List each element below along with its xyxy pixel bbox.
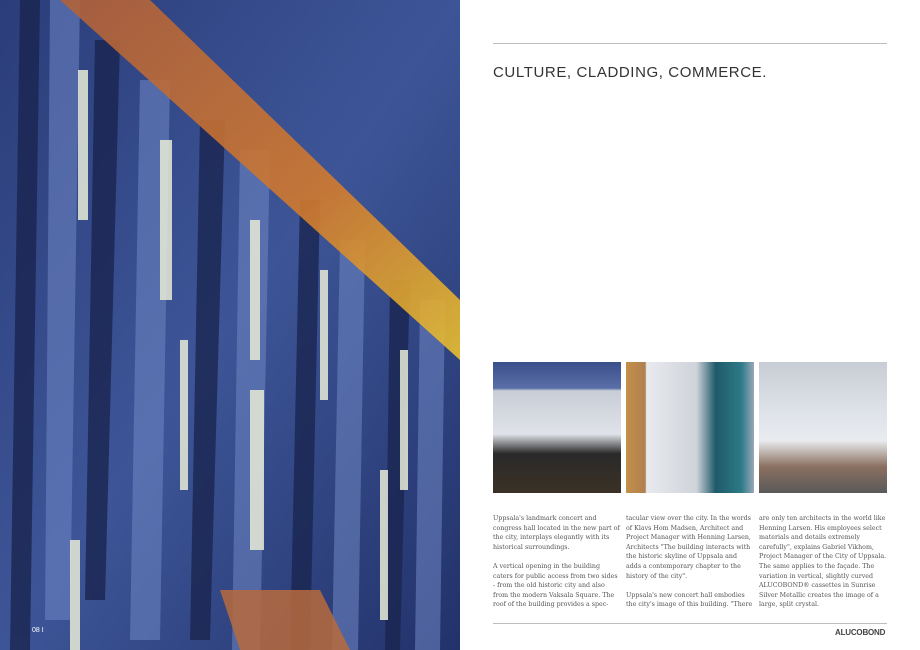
concert-hall-photo-front [493,362,621,493]
top-rule [493,43,887,44]
bottom-rule [493,623,887,624]
paragraph: tacular view over the city. In the words of Klavs Hom Madsen, Architect and Project Manager with Henning Larsen, Architects "The building interacts with the historic skyline of Uppsala and adds a contemporary chapter to the history of the city". [626,515,751,580]
paragraph: A vertical opening in the building caters for public access from two sides - from the old historic city and also from the modern Vaksala Square. The roof of the building provides a spec- [493,562,618,609]
page-title: CULTURE, CLADDING, COMMERCE. [493,64,768,81]
paragraph: are only ten architects in the world like Henning Larsen. His employees select materials and details extremely carefully", explains Gabriel Vikhom, Project Manager of the City of Uppsala. The same applies to the façade. The variation in vertical, slightly curved ALUCOBOND® cassettes in Sunrise Silver Metallic creates the image of a large, split crystal. [759,515,887,609]
concert-hall-photo-corner [626,362,754,493]
paragraph: Uppsala's landmark concert and congress hall located in the new part of the city, interplays elegantly with its historical surroundings. [493,515,620,551]
brand-logo: ALUCOBOND [835,628,886,637]
paragraph: Uppsala's new concert hall embodies the city's image of this building. "There [626,591,753,609]
text-column-3 [759,514,887,620]
concert-hall-photo-street [759,362,887,493]
text-column-1 [493,514,621,620]
page-number: 08 I [32,627,44,634]
text-column-2 [626,514,754,620]
